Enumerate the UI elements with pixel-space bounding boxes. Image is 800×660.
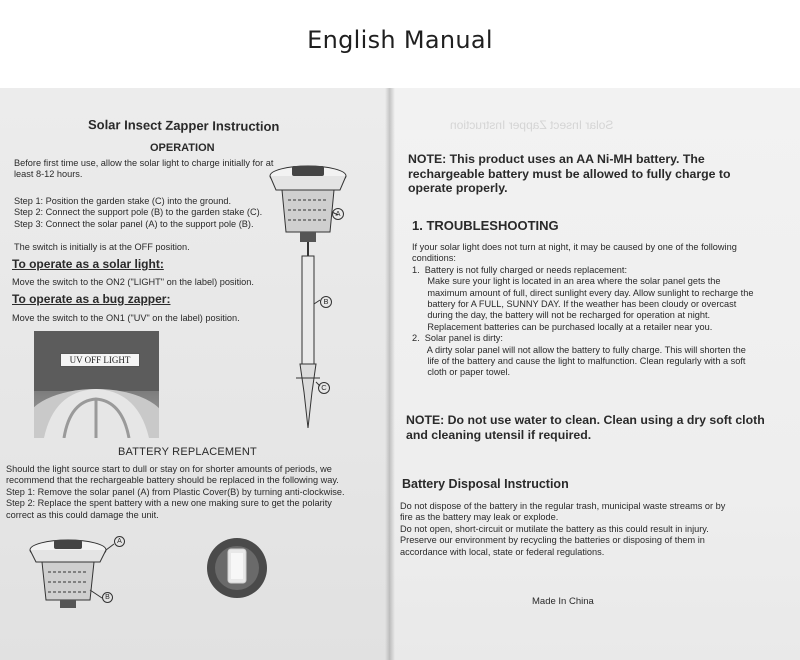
bug-zapper-text: Move the switch to the ON1 ("UV" on the label) position. <box>12 313 240 323</box>
bleed-through-text: Solar Insect Zapper Instruction <box>450 118 614 132</box>
disposal-line: Preserve our environment by recycling the batteries or disposing of them in <box>400 535 705 546</box>
battery-type-note: NOTE: This product uses an AA Ni-MH battery. The rechargeable battery must be allowed to fully charge to operate properly. <box>408 152 731 195</box>
switch-note: The switch is initially is at the OFF position. <box>14 242 190 252</box>
book-gutter <box>385 88 395 660</box>
trouble-line: 2. Solar panel is dirty: <box>412 333 503 344</box>
trouble-line: maximum amount of full, direct sunlight every day. Allow sunlight to recharge the <box>412 287 754 298</box>
trouble-line: battery for A FULL, SUNNY DAY. If the weather has been cloudy or overcast <box>412 299 737 310</box>
trouble-line: 1. Battery is not fully charged or needs replacement: <box>412 264 628 275</box>
battery-line-5: correct as this could damage the unit. <box>6 509 159 520</box>
intro-text: Before first time use, allow the solar light to charge initially for at least 8-12 hours. <box>14 158 274 180</box>
callout-c: C <box>318 382 330 394</box>
trouble-line: Make sure your light is located in an area where the solar panel gets the <box>412 276 721 287</box>
cleaning-note: NOTE: Do not use water to clean. Clean using a dry soft cloth and cleaning utensil if required. <box>406 413 765 442</box>
disposal-line: fire as the battery may leak or explode. <box>400 512 559 523</box>
troubleshooting-text <box>412 242 796 379</box>
battery-replacement-heading: BATTERY REPLACEMENT <box>118 446 257 458</box>
manual-left-page <box>0 88 390 660</box>
switch-photo <box>34 331 159 438</box>
header-title: English Manual <box>307 26 493 54</box>
battery-line-2: recommend that the rechargeable battery should be replaced in the following way. <box>6 475 339 486</box>
trouble-line: life of the battery and cause the light to malfunction. Clean regularly with a soft <box>412 356 746 367</box>
step-3: Step 3: Connect the solar panel (A) to the support pole (B). <box>14 218 254 229</box>
setup-steps <box>14 196 276 230</box>
disposal-heading: Battery Disposal Instruction <box>402 477 569 491</box>
bug-zapper-heading: To operate as a bug zapper: <box>12 292 171 306</box>
callout-a-bottom: A <box>114 536 125 547</box>
trouble-line: conditions: <box>412 253 456 264</box>
trouble-line: cloth or paper towel. <box>412 367 511 378</box>
battery-photo <box>206 537 268 599</box>
battery-replacement-text <box>6 464 346 521</box>
callout-b: B <box>320 296 332 308</box>
page-header <box>0 0 800 88</box>
instruction-title: Solar Insect Zapper Instruction <box>87 116 280 135</box>
solar-light-text: Move the switch to the ON2 ("LIGHT" on the label) position. <box>12 277 254 287</box>
troubleshooting-heading: 1. TROUBLESHOOTING <box>412 218 559 233</box>
trouble-line: A dirty solar panel will not allow the battery to fully charge. This will shorten the <box>412 344 746 355</box>
callout-a: A <box>332 208 344 220</box>
disposal-line: Do not open, short-circuit or mutilate the battery as this could result in injury. <box>400 523 709 534</box>
lamp-assembly-drawing <box>262 160 372 440</box>
disposal-line: accordance with local, state or federal regulations. <box>400 546 605 557</box>
battery-line-3: Step 1: Remove the solar panel (A) from Plastic Cover(B) by turning anti-clockwise. <box>6 486 345 497</box>
battery-line-1: Should the light source start to dull or stay on for shorter amounts of periods, we <box>6 464 332 474</box>
step-1: Step 1: Position the garden stake (C) into the ground. <box>14 196 232 206</box>
solar-light-heading: To operate as a solar light: <box>12 257 164 271</box>
disposal-text <box>400 501 782 558</box>
switch-label: UV OFF LIGHT <box>60 353 140 367</box>
callout-b-bottom: B <box>102 592 113 603</box>
trouble-line: If your solar light does not turn at night, it may be caused by one of the following <box>412 242 737 252</box>
disposal-line: Do not dispose of the battery in the regular trash, municipal waste streams or by <box>400 501 726 511</box>
step-2: Step 2: Connect the support pole (B) to the garden stake (C). <box>14 207 263 218</box>
lamp-head-drawing <box>24 536 124 616</box>
trouble-line: during the day, the battery will not be recharged for operation at night. <box>412 310 711 321</box>
trouble-line: Replacement batteries can be purchased locally at a retailer near you. <box>412 321 713 332</box>
operation-heading: OPERATION <box>150 142 215 154</box>
manual-right-page <box>390 88 800 660</box>
battery-line-4: Step 2: Replace the spent battery with a new one making sure to get the polarity <box>6 498 332 509</box>
made-in-label: Made In China <box>532 596 594 607</box>
